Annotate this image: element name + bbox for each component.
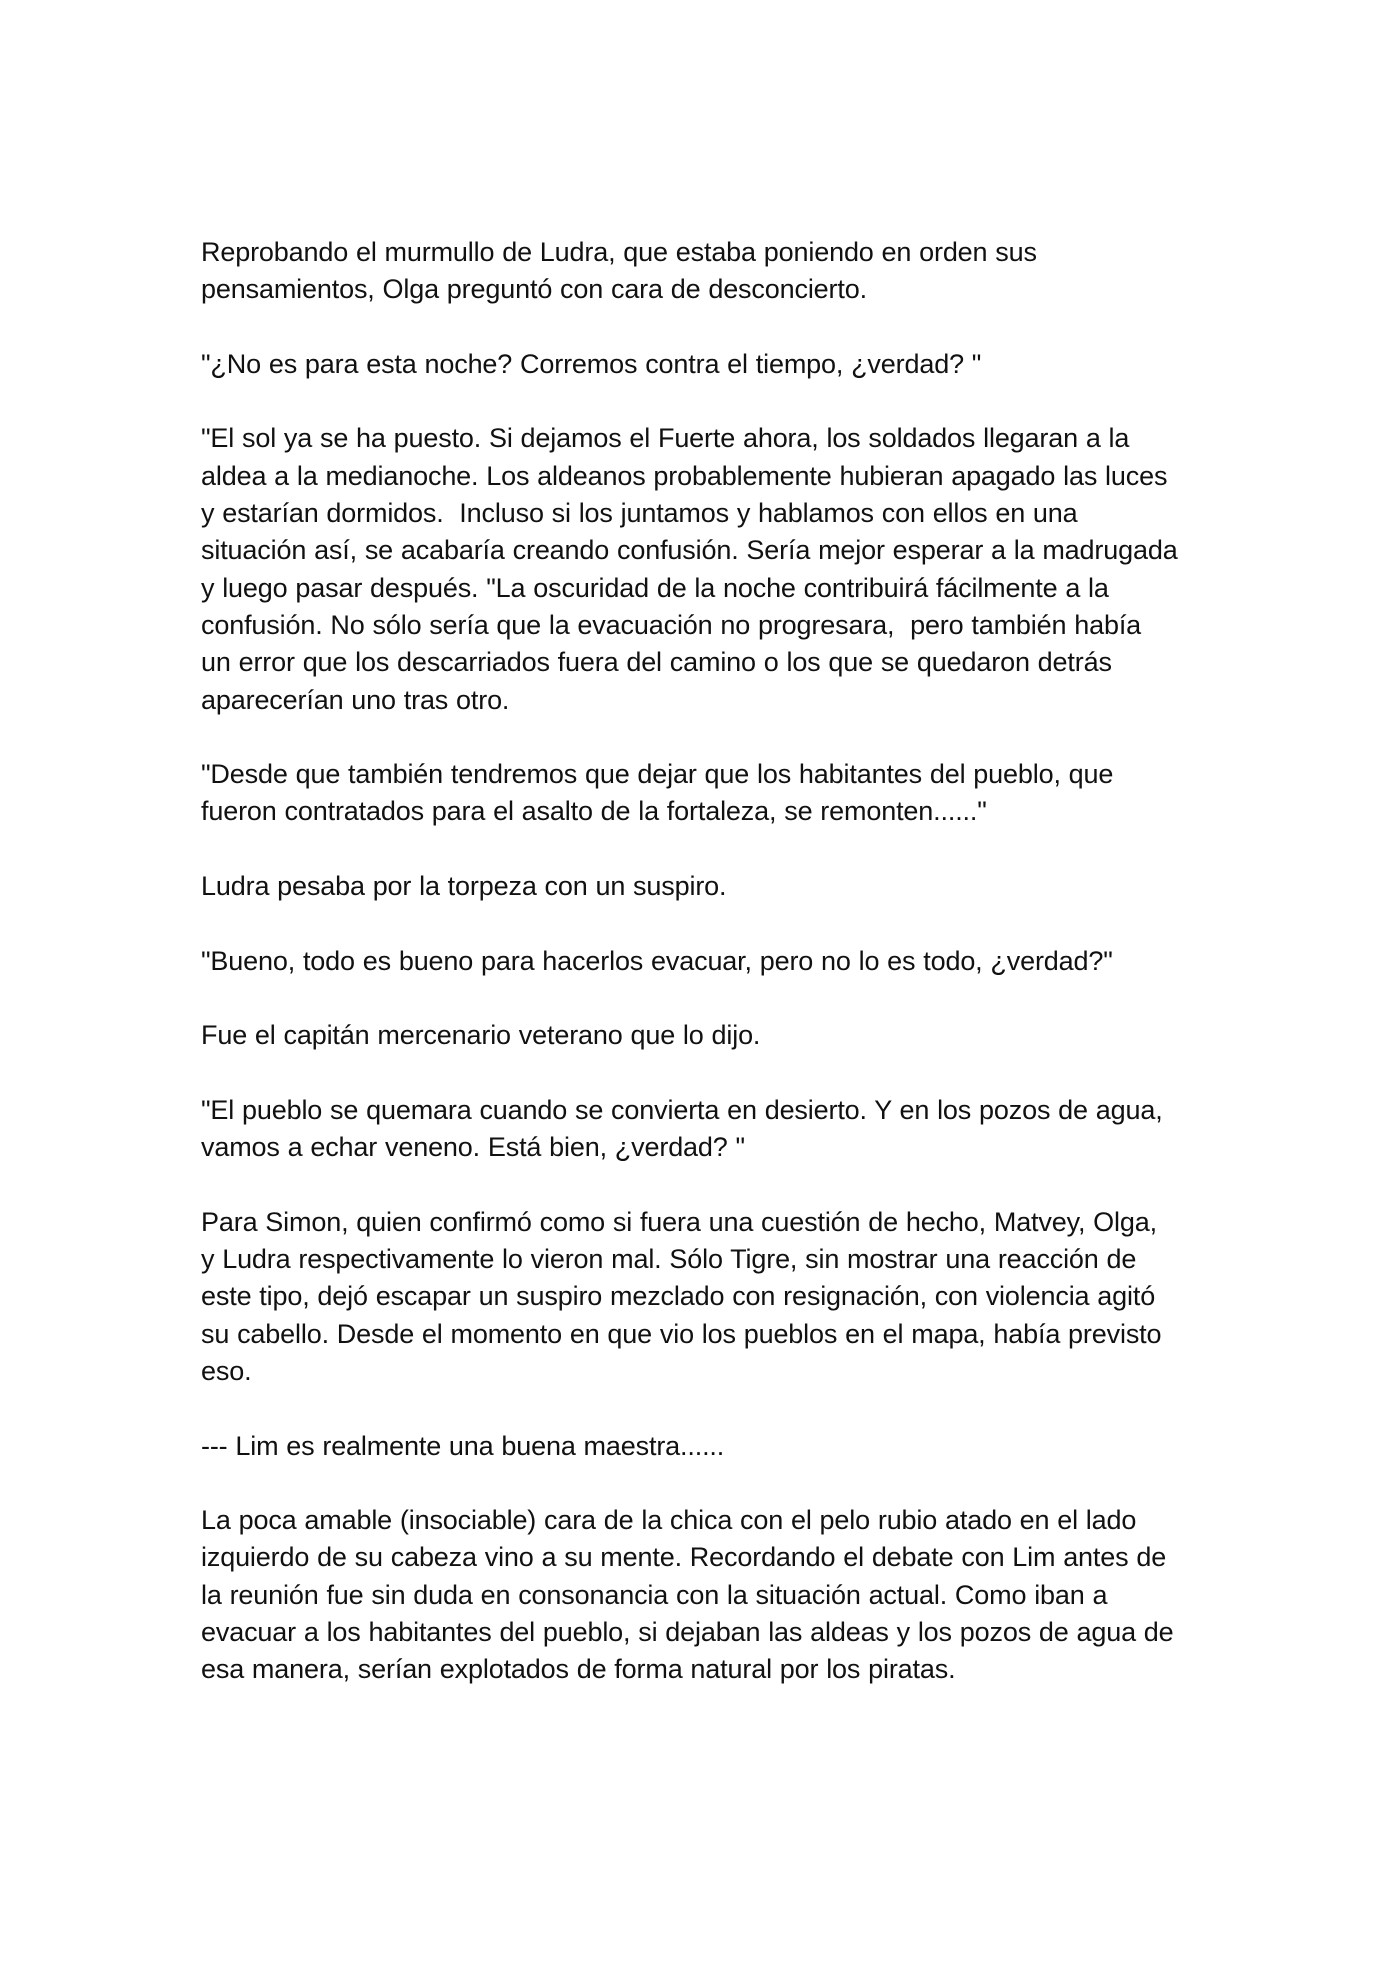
paragraph-10: --- Lim es realmente una buena maestra......: [201, 1430, 725, 1461]
paragraph-3: "El sol ya se ha puesto. Si dejamos el Fuerte ahora, los soldados llegaran a la aldea a la medianoche. Los aldeanos probablemente hubieran apagado las luces y estarían dormidos. Incluso si los juntamos y hablamos con ellos en una situación así, se acabaría creando confusión. Sería mejor esperar a la madrugada y luego pasar después. "La oscuridad de la noche contribuirá fácilmente a la confusión. No sólo sería que la evacuación no progresara, pero también había un error que los descarriados fuera del camino o los que se quedaron detrás aparecerían uno tras otro.: [201, 423, 1178, 715]
document-body: [201, 234, 1211, 1726]
paragraph-2: "¿No es para esta noche? Corremos contra el tiempo, ¿verdad? ": [201, 348, 982, 379]
paragraph-6: "Bueno, todo es bueno para hacerlos evacuar, pero no lo es todo, ¿verdad?": [201, 945, 1113, 976]
paragraph-9: Para Simon, quien confirmó como si fuera una cuestión de hecho, Matvey, Olga, y Ludra respectivamente lo vieron mal. Sólo Tigre, sin mostrar una reacción de este tipo, dejó escapar un suspiro mezclado con resignación, con violencia agitó su cabello. Desde el momento en que vio los pueblos en el mapa, había previsto eso.: [201, 1206, 1162, 1386]
paragraph-7: Fue el capitán mercenario veterano que lo dijo.: [201, 1020, 761, 1051]
paragraph-4: "Desde que también tendremos que dejar que los habitantes del pueblo, que fueron contratados para el asalto de la fortaleza, se remonten......": [201, 759, 1114, 827]
paragraph-11: La poca amable (insociable) cara de la chica con el pelo rubio atado en el lado izquierdo de su cabeza vino a su mente. Recordando el debate con Lim antes de la reunión fue sin duda en consonancia con la situación actual. Como iban a evacuar a los habitantes del pueblo, si dejaban las aldeas y los pozos de agua de esa manera, serían explotados de forma natural por los piratas.: [201, 1505, 1174, 1685]
paragraph-5: Ludra pesaba por la torpeza con un suspiro.: [201, 871, 727, 902]
paragraph-8: "El pueblo se quemara cuando se convierta en desierto. Y en los pozos de agua, vamos a echar veneno. Está bien, ¿verdad? ": [201, 1094, 1163, 1163]
paragraph-1: Reprobando el murmullo de Ludra, que estaba poniendo en orden sus pensamientos, Olga preguntó con cara de desconcierto.: [201, 237, 1037, 305]
